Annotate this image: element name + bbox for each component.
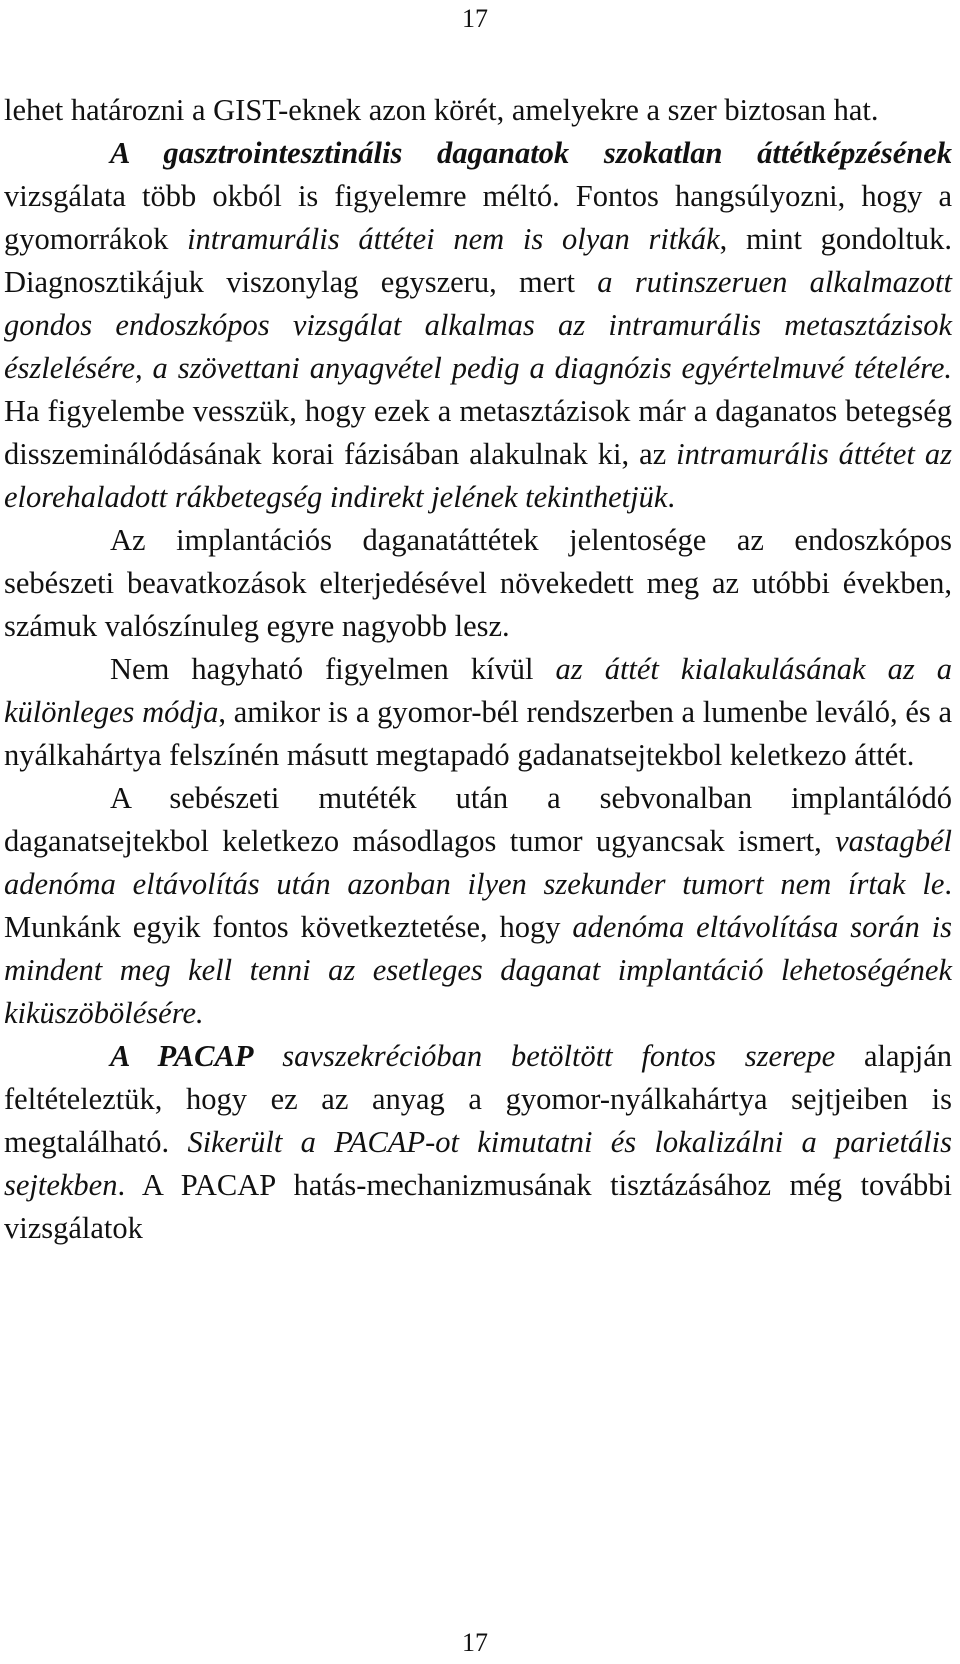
text-run: vizsgálata több okból is figyelemre méltó. Fontos hangsúlyozni, hogy a gyomorrákok	[4, 179, 952, 256]
text-run: . Munkánk egyik fontos következtetése, hogy	[4, 867, 952, 944]
text-run: , amikor is a gyomor-bél rendszerben a lumenbe leváló, és a nyálkahártya felszínén másutt megtapadó gadanatsejtekbol keletkezo áttét.	[4, 695, 952, 772]
text-run: Az implantációs daganatáttétek jelentosége az endoszkópos sebészeti beavatkozások elterjedésével növekedett meg az utóbbi években, számuk valószínuleg egyre nagyobb lesz.	[4, 523, 952, 643]
page-number-bottom: 17	[462, 1628, 488, 1657]
paragraph-4	[4, 648, 952, 777]
italic-run: vastagbél adenóma eltávolítás után azonban ilyen szekunder tumort nem írtak le	[4, 824, 952, 901]
bold-italic-run: A PACAP	[110, 1039, 254, 1073]
paragraph-6	[4, 1035, 952, 1250]
text-run: lehet határozni a GIST-eknek azon körét, amelyekre a szer biztosan hat.	[4, 93, 879, 127]
italic-run: savszekrécióban betöltött fontos szerepe	[253, 1039, 836, 1073]
italic-run: intramurális áttétet az elorehaladott rákbetegség indirekt jelének tekinthetjük	[4, 437, 953, 514]
paragraph-1	[4, 89, 952, 132]
italic-run: adenóma eltávolítása során is mindent meg kell tenni az esetleges daganat implantáció lehetoségének kiküszöbölésére.	[4, 910, 952, 1030]
italic-run: a rutinszeruen alkalmazott gondos endoszkópos vizsgálat alkalmas az intramurális metasztázisok észlelésére, a szövettani anyagvétel pedig a diagnózis egyértelmuvé tételére.	[4, 265, 952, 385]
paragraph-2	[4, 132, 952, 519]
text-run: Nem hagyható figyelmen kívül	[110, 652, 556, 686]
text-run: Ha figyelembe vesszük, hogy ezek a metasztázisok már a daganatos betegség disszeminálódásának korai fázisában alakulnak ki, az	[4, 394, 952, 471]
text-run: . A PACAP hatás-mechanizmusának tisztázásához még további vizsgálatok	[4, 1168, 952, 1245]
paragraph-5	[4, 777, 952, 1035]
document-body	[4, 89, 952, 1250]
text-run: .	[667, 480, 676, 514]
text-run: , mint gondoltuk. Diagnosztikájuk viszonylag egyszeru, mert	[4, 222, 953, 299]
paragraph-3	[4, 519, 952, 648]
text-run: alapján feltételeztük, hogy ez az anyag a gyomor-nyálkahártya sejtjeiben is megtalálható.	[4, 1039, 952, 1159]
text-run: A sebészeti mutéték után a sebvonalban implantálódó daganatsejtekbol keletkezo másodlagos tumor ugyancsak ismert,	[4, 781, 952, 858]
page-number-top: 17	[462, 4, 488, 33]
bold-italic-run: A gasztrointesztinális daganatok szokatlan áttétképzésének	[110, 136, 952, 170]
italic-run: Sikerült a PACAP-ot kimutatni és lokalizálni a parietális sejtekben	[4, 1125, 952, 1202]
italic-run: intramurális áttétei nem is olyan ritkák	[187, 222, 720, 256]
italic-run: az áttét kialakulásának az a különleges módja	[4, 652, 952, 729]
